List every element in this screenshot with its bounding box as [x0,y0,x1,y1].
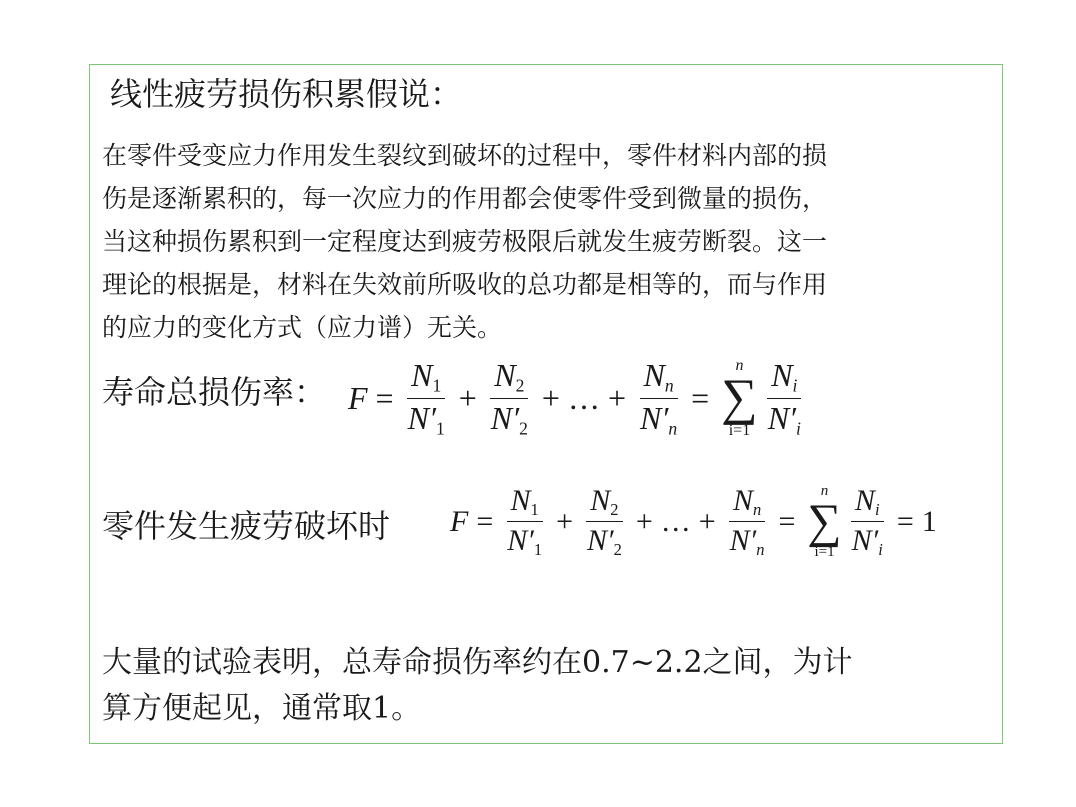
slide-title: 线性疲劳损伤积累假说： [110,75,463,113]
paragraph-line: 在零件受变应力作用发生裂纹到破坏的过程中，零件材料内部的损 [102,141,828,170]
theory-paragraph [102,134,982,349]
failure-condition-formula: F = $\frac{N_1}{N'_1}$ + $\frac{N_2}{N'_2}$ + … + $\frac{N_n}{N'_n}$ = n ∑ i=1 $\frac{N_i}{N'_i}$ = 1 [450,483,937,560]
conclusion-line: 算方便起见，通常取1。 [102,691,422,726]
total-damage-formula: F = $\frac{N_1}{N'_1}$ + $\frac{N_2}{N'_2}$ + … + $\frac{N_n}{N'_n}$ = n ∑ i=1 $\frac{N_i}{N'_i}$ [348,357,801,439]
formula1-label: 寿命总损伤率： [102,373,327,411]
paragraph-line: 的应力的变化方式（应力谱）无关。 [102,313,503,342]
paragraph-line: 当这种损伤累积到一定程度达到疲劳极限后就发生疲劳断裂。这一 [102,227,828,256]
paragraph-line: 理论的根据是，材料在失效前所吸收的总功都是相等的，而与作用 [102,270,828,299]
formula2-label: 零件发生疲劳破坏时 [102,507,391,545]
paragraph-line: 伤是逐渐累积的，每一次应力的作用都会使零件受到微量的损伤， [102,184,828,213]
conclusion-line: 大量的试验表明，总寿命损伤率约在0.7~2.2之间，为计 [102,645,853,680]
conclusion-text [102,640,853,732]
